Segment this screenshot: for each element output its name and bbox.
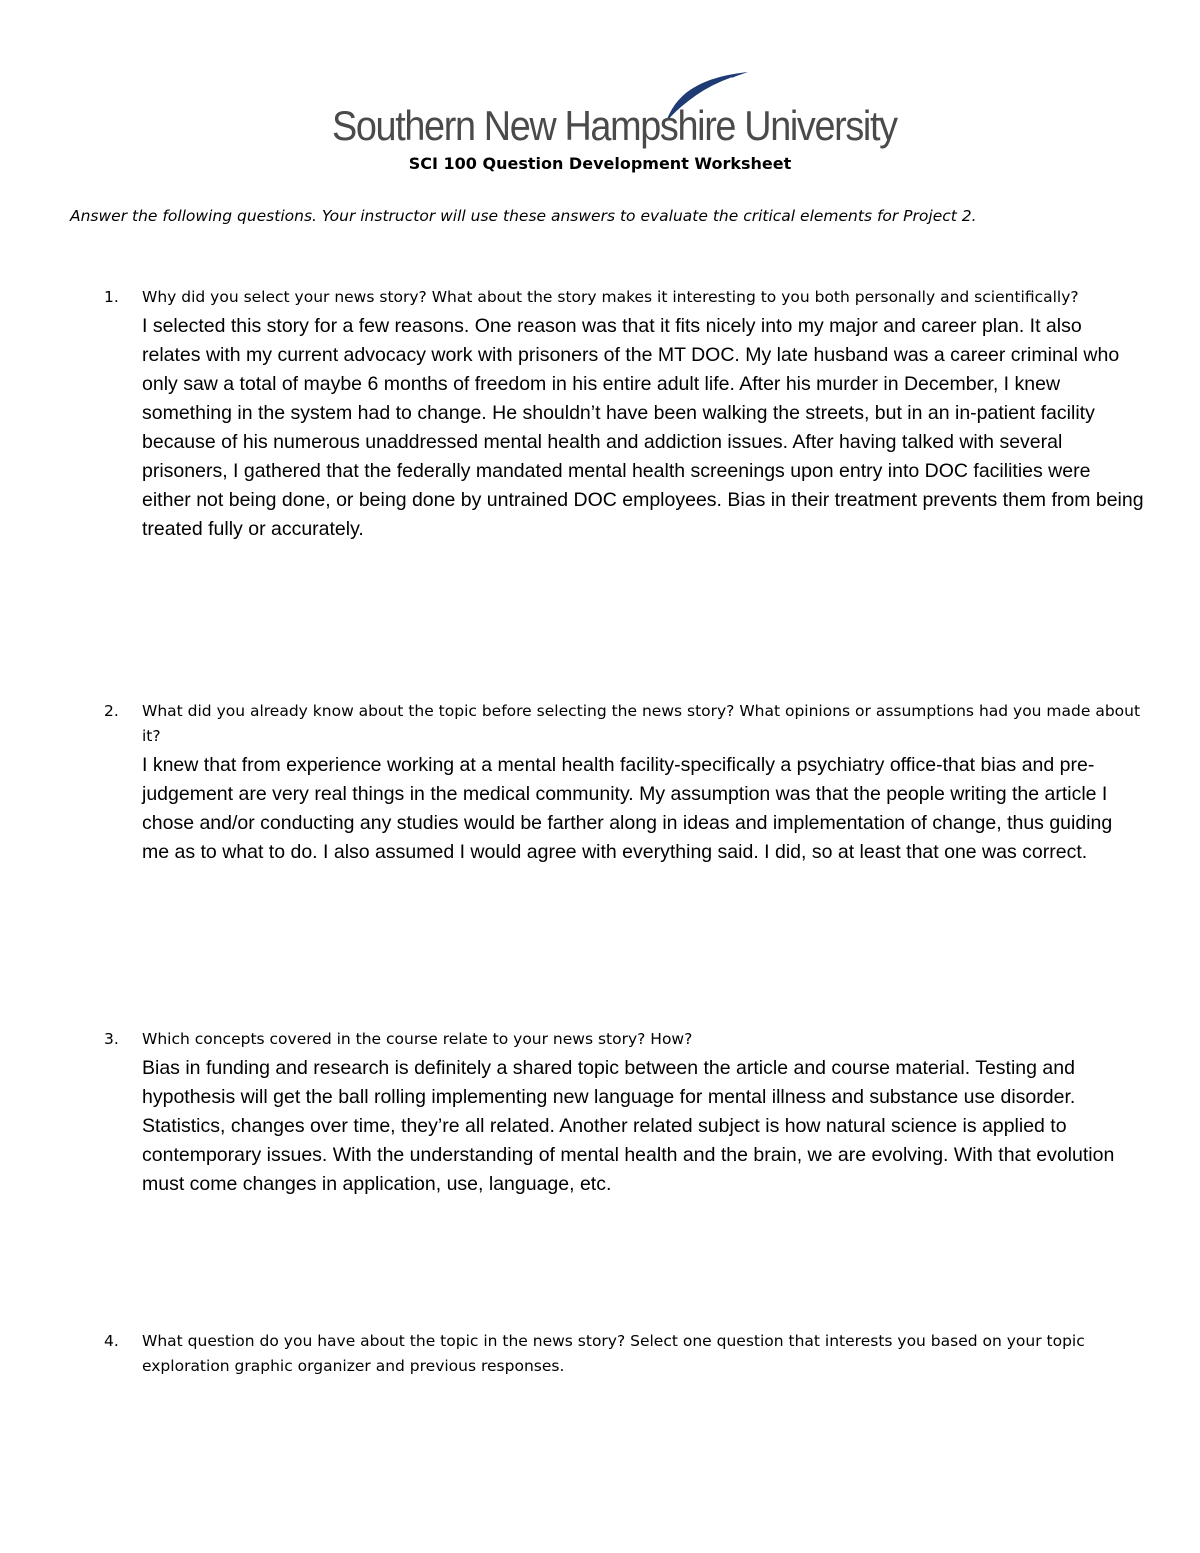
answer-text: I selected this story for a few reasons. One reason was that it fits nicely into my major and career plan. It also relates with my current advocacy work with prisoners of the MT DOC. My late husband was a career criminal who only saw a total of maybe 6 months of freedom in his entire adult life. After his murder in December, I knew something in the system had to change. He shouldn’t have been walking the streets, but in an in-patient facility because of his numerous unaddressed mental health and addiction issues. After having talked with several prisoners, I gathered that the federally mandated mental health screenings upon entry into DOC facilities were either not being done, or being done by untrained DOC employees. Bias in their treatment prevents them from being treated fully or accurately. — [142, 315, 1144, 540]
answer-text: Bias in funding and research is definitely a shared topic between the article and course material. Testing and hypothesis will get the ball rolling implementing new language for mental illness and substance use disorder. Statistics, changes over time, they’re all related. Another related subject is how natural science is applied to contemporary issues. With the understanding of mental health and the brain, we are evolving. With that evolution must come changes in application, use, language, etc. — [142, 1057, 1115, 1195]
logo-wordmark: Southern New Hampshire University — [332, 102, 897, 149]
question-number: 3. — [104, 1030, 119, 1048]
question-text: Which concepts covered in the course relate to your news story? How? — [142, 1030, 693, 1048]
question-number: 2. — [104, 702, 119, 720]
question-1 — [104, 285, 1144, 544]
question-4 — [104, 1329, 1144, 1381]
question-number: 4. — [104, 1332, 119, 1350]
question-text: What question do you have about the topic in the news story? Select one question that interests you based on your topic exploration graphic organizer and previous responses. — [142, 1332, 1085, 1375]
answer-text: I knew that from experience working at a mental health facility-specifically a psychiatry office-that bias and pre-judgement are very real things in the medical community. My assumption was that the people writing the article I chose and/or conducting any studies would be farther along in ideas and implementation of change, thus guiding me as to what to do. I also assumed I would agree with everything said. I did, so at least that one was correct. — [142, 754, 1113, 863]
question-text: What did you already know about the topic before selecting the news story? What opinions or assumptions had you made about it? — [142, 702, 1141, 745]
question-2 — [104, 699, 1144, 867]
question-number: 1. — [104, 288, 119, 306]
page-title: SCI 100 Question Development Worksheet — [408, 154, 792, 173]
instructions: Answer the following questions. Your instructor will use these answers to evaluate the critical elements for Project 2. — [70, 207, 977, 225]
question-text: Why did you select your news story? What about the story makes it interesting to you both personally and scientifically? — [142, 288, 1079, 306]
question-3 — [104, 1027, 1144, 1199]
university-logo — [330, 66, 897, 156]
